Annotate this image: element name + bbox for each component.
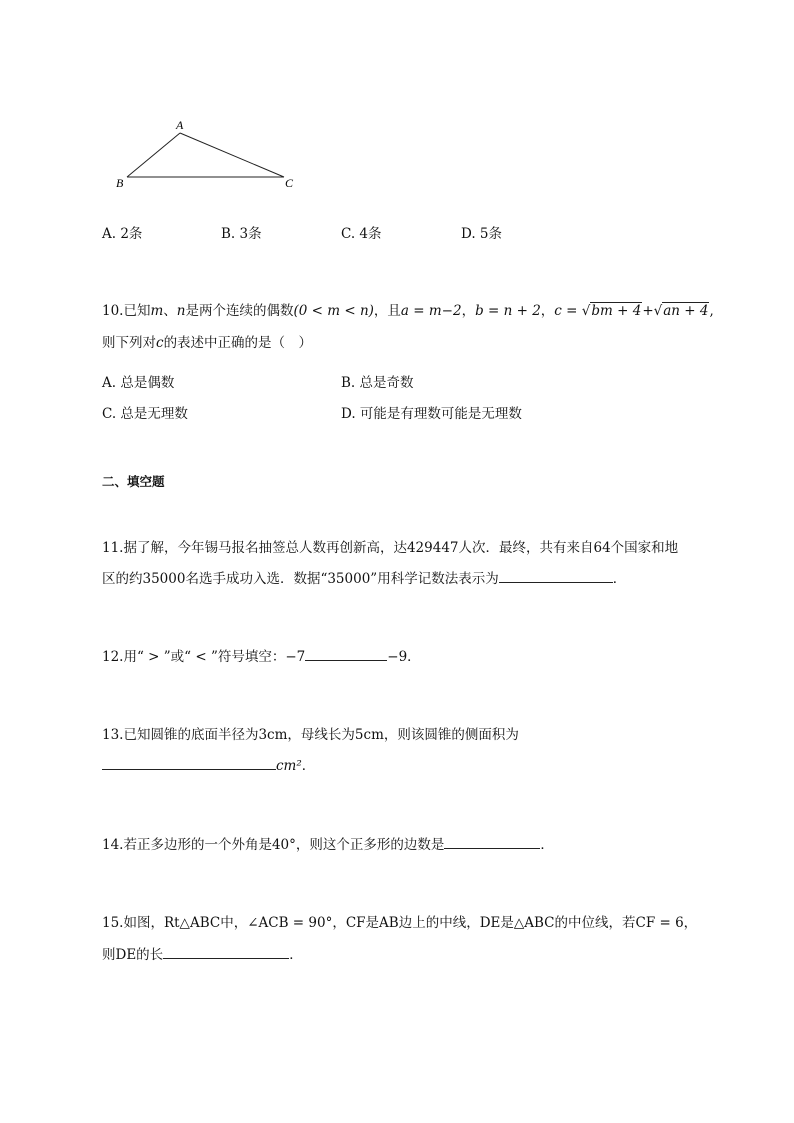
q10-sqrt-2: an + 4 xyxy=(663,303,709,319)
q10-text-2: 是两个连续的偶数 xyxy=(185,303,294,319)
q11-line1: 11.据了解，今年锡马报名抽签总人数再创新高，达429447人次．最终，共有来自64个国家和地 xyxy=(102,540,679,556)
vertex-a-label: A xyxy=(176,118,184,132)
q10-var-c: c xyxy=(156,335,164,351)
q14-line xyxy=(102,833,554,853)
q13-line2 xyxy=(102,754,315,774)
q9-option-d: D. 5条 xyxy=(461,226,503,242)
q9-option-c: C. 4条 xyxy=(341,226,382,242)
q14-answer-blank[interactable] xyxy=(444,836,540,849)
q12-answer-blank[interactable] xyxy=(305,648,387,661)
q10-a-expr: a = m−2 xyxy=(400,303,462,319)
side-ac xyxy=(180,133,284,177)
q11-line2 xyxy=(102,567,626,587)
q10-comma-1: ， xyxy=(461,303,476,319)
q10-text-1: 10.已知 xyxy=(102,303,151,319)
q15-line2 xyxy=(102,943,303,963)
vertex-c-label: C xyxy=(285,176,294,190)
q10-line2 xyxy=(102,331,312,351)
q10-b-expr: b = n + 2 xyxy=(475,303,541,319)
q11-line2-text: 区的约35000名选手成功入选．数据“35000”用科学记数法表示为 xyxy=(102,571,499,587)
q10-option-c: C. 总是无理数 xyxy=(102,406,188,422)
q15-line2-text: 则DE的长 xyxy=(102,947,164,963)
q15-end: ． xyxy=(289,947,303,963)
q14-text: 14.若正多边形的一个外角是40°，则这个正多形的边数是 xyxy=(102,837,445,853)
q12-line xyxy=(102,645,421,665)
q13-line1: 13.已知圆锥的底面半径为3cm，母线长为5cm，则该圆锥的侧面积为 xyxy=(102,727,519,743)
section-heading: 二、填空题 xyxy=(102,474,165,489)
q12-text: 12.用“ > ”或“ < ”符号填空：−7 xyxy=(102,649,306,665)
q10-text-3: ，且 xyxy=(373,303,401,319)
q14-end: ． xyxy=(540,837,554,853)
q10-option-d: D. 可能是有理数可能是无理数 xyxy=(341,406,522,422)
q13-end: ． xyxy=(301,758,316,774)
q10-option-a: A. 总是偶数 xyxy=(102,375,175,391)
q10-end: , xyxy=(709,303,714,319)
q15-line1: 15.如图，Rt△ABC中，∠ACB = 90°，CF是AB边上的中线，DE是△ABC的中位线，若CF = 6， xyxy=(102,915,698,931)
q11-end: ． xyxy=(612,571,627,587)
q10-line2-b: 的表述中正确的是（ ） xyxy=(163,335,313,351)
q13-unit: cm² xyxy=(276,758,302,774)
q11-answer-blank[interactable] xyxy=(499,570,613,583)
q12-tail: −9． xyxy=(387,649,421,665)
q10-line2-a: 则下列对 xyxy=(102,335,156,351)
q10-range: (0 < m < n) xyxy=(293,303,374,319)
q10-c-lhs: c = xyxy=(554,303,578,319)
q10-plus: + xyxy=(642,303,654,319)
q10-sqrt-1: bm + 4 xyxy=(591,303,642,319)
q10-option-b: B. 总是奇数 xyxy=(341,375,414,391)
q10-line1: 10.已知m、n是两个连续的偶数(0 < m < n)，且a = m−2，b = n + 2，c = √bm + 4+√an + 4, xyxy=(102,303,714,319)
triangle-figure xyxy=(108,115,308,195)
q9-option-b: B. 3条 xyxy=(221,226,262,242)
q10-var-m: m xyxy=(150,303,164,319)
q10-sep: 、 xyxy=(163,303,177,319)
q10-comma-2: ， xyxy=(540,303,555,319)
vertex-b-label: B xyxy=(116,176,124,190)
q15-answer-blank[interactable] xyxy=(163,946,289,959)
q13-answer-blank[interactable] xyxy=(102,757,276,770)
q9-option-a: A. 2条 xyxy=(102,226,143,242)
side-ab xyxy=(127,133,180,177)
q10-var-n: n xyxy=(176,303,186,319)
